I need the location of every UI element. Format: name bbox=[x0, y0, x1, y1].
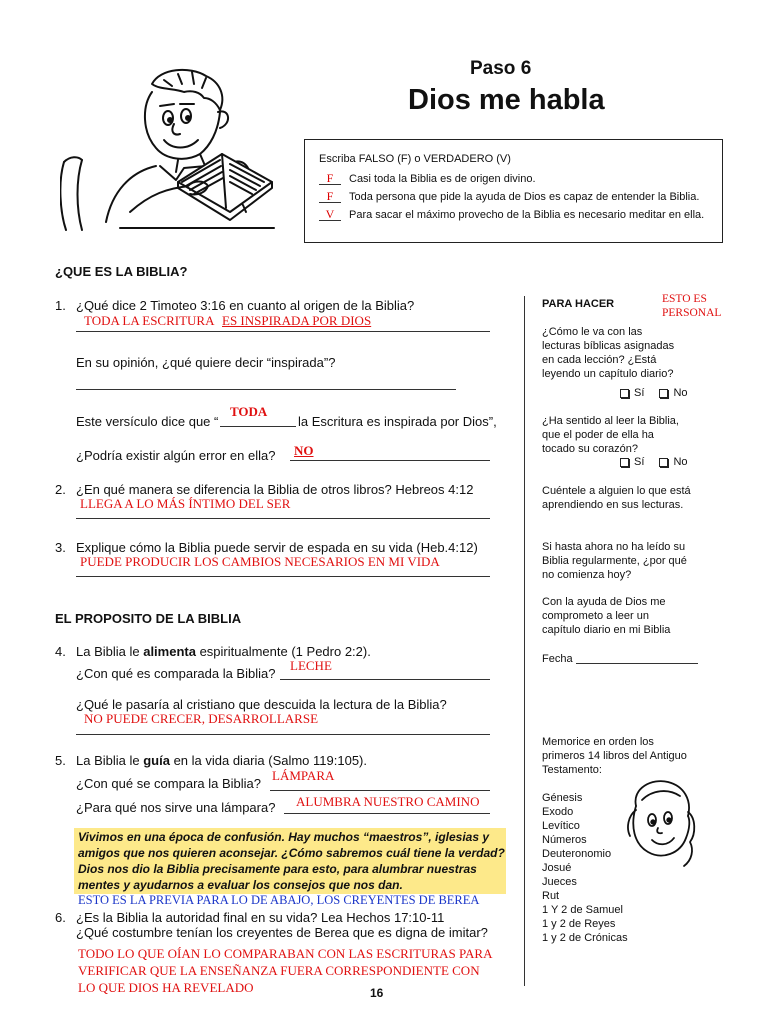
book-item: 1 y 2 de Crónicas bbox=[542, 932, 628, 944]
book-item: Números bbox=[542, 834, 587, 846]
girl-face-illustration-icon bbox=[622, 776, 698, 872]
handwritten-note: ESTO ES LA PREVIA PARA LO DE ABAJO, LOS CREYENTES DE BEREA bbox=[78, 893, 480, 907]
q1-verse-b: la Escritura es inspirada por Dios”, bbox=[298, 414, 497, 429]
answer-line[interactable] bbox=[76, 734, 490, 735]
tf-statement: Toda persona que pide la ayuda de Dios es capaz de entender la Biblia. bbox=[349, 191, 700, 203]
q1-text: ¿Qué dice 2 Timoteo 3:16 en cuanto al origen de la Biblia? bbox=[76, 298, 415, 313]
q1-verse-answer: TODA bbox=[230, 404, 268, 419]
q5-line-bold: guía bbox=[143, 753, 170, 768]
tf-answer[interactable]: F bbox=[319, 172, 341, 185]
q6-answer-line: TODO LO QUE OÍAN LO COMPARABAN CON LAS ESCRITURAS PARA bbox=[78, 946, 493, 961]
book-item: Génesis bbox=[542, 792, 583, 804]
q4-line-b: espiritualmente (1 Pedro 2:2). bbox=[195, 644, 371, 659]
page-number: 16 bbox=[370, 986, 384, 1000]
q5-line-a: La Biblia le bbox=[76, 753, 144, 768]
q6-line1: ¿Es la Biblia la autoridad final en su vida? Lea Hechos 17:10-11 bbox=[76, 910, 445, 925]
q4-line bbox=[76, 644, 371, 659]
book-item: Josué bbox=[542, 862, 572, 874]
checkbox-icon[interactable] bbox=[620, 458, 629, 467]
yes-checkbox[interactable]: Sí bbox=[620, 456, 644, 468]
sidebar-note-1: ESTO ES bbox=[662, 293, 707, 305]
answer-line[interactable] bbox=[76, 576, 490, 577]
true-false-box bbox=[304, 139, 723, 243]
q1-answer-a: TODA LA ESCRITURA bbox=[84, 313, 215, 328]
answer-line[interactable] bbox=[220, 426, 296, 427]
books-list bbox=[542, 791, 628, 945]
q1-verse-a: Este versículo dice que “ bbox=[76, 414, 219, 429]
yes-checkbox[interactable]: Sí bbox=[620, 387, 644, 399]
man-reading-illustration-icon bbox=[60, 62, 275, 232]
tf-answer[interactable]: F bbox=[319, 190, 341, 203]
sidebar-p1: ¿Cómo le va con las lecturas bíblicas asignadas en cada lección? ¿Está leyendo un capítulo diario? bbox=[542, 326, 675, 380]
answer-line[interactable] bbox=[280, 679, 490, 680]
sidebar-memorize: Memorice en orden los primeros 14 libros del Antiguo Testamento: bbox=[542, 736, 687, 776]
question-number: 1. bbox=[55, 298, 66, 313]
step-label: Paso 6 bbox=[470, 58, 532, 79]
tf-statement: Para sacar el máximo provecho de la Biblia es necesario meditar en ella. bbox=[349, 209, 705, 221]
q1-error-answer: NO bbox=[294, 443, 314, 458]
section-title-que-es: ¿QUE ES LA BIBLIA? bbox=[55, 264, 188, 279]
checkbox-icon[interactable] bbox=[659, 389, 668, 398]
q6-answer-line: VERIFICAR QUE LA ENSEÑANZA FUERA CORRESPONDIENTE CON bbox=[78, 963, 480, 978]
tf-item bbox=[319, 172, 536, 185]
q1-opinion: En su opinión, ¿qué quiere decir “inspirada”? bbox=[76, 355, 336, 370]
answer-line[interactable] bbox=[76, 331, 490, 332]
book-item: 1 Y 2 de Samuel bbox=[542, 904, 623, 916]
q4-compare-question: ¿Con qué es comparada la Biblia? bbox=[76, 666, 276, 681]
no-checkbox[interactable]: No bbox=[659, 387, 687, 399]
q4-line-a: La Biblia le bbox=[76, 644, 144, 659]
q4-neglect-question: ¿Qué le pasaría al cristiano que descuida la lectura de la Biblia? bbox=[76, 697, 447, 712]
q4-neglect-answer: NO PUEDE CRECER, DESARROLLARSE bbox=[84, 711, 319, 726]
sidebar-p5: Con la ayuda de Dios me comprometo a leer un capítulo diario en mi Biblia bbox=[542, 596, 671, 636]
book-item: 1 y 2 de Reyes bbox=[542, 918, 616, 930]
section-title-proposito: EL PROPOSITO DE LA BIBLIA bbox=[55, 611, 242, 626]
answer-line[interactable] bbox=[76, 518, 490, 519]
book-item: Exodo bbox=[542, 806, 574, 818]
q5-compare-answer: LÁMPARA bbox=[272, 768, 335, 783]
sidebar-p3: Cuéntele a alguien lo que está aprendiendo en sus lecturas. bbox=[542, 485, 691, 511]
sidebar-divider bbox=[524, 296, 525, 986]
q6-answer-line: LO QUE DIOS HA REVELADO bbox=[78, 980, 254, 995]
q2-answer: LLEGA A LO MÁS ÍNTIMO DEL SER bbox=[80, 496, 291, 511]
fecha-line[interactable] bbox=[576, 663, 698, 664]
tf-item bbox=[319, 190, 699, 203]
question-number: 2. bbox=[55, 482, 66, 497]
book-item: Jueces bbox=[542, 876, 577, 888]
q4-compare-answer: LECHE bbox=[290, 658, 332, 673]
checkbox-group bbox=[620, 387, 688, 399]
q4-line-bold: alimenta bbox=[143, 644, 196, 659]
q1-error-question: ¿Podría existir algún error en ella? bbox=[76, 448, 276, 463]
q5-lamp-answer: ALUMBRA NUESTRO CAMINO bbox=[296, 794, 480, 809]
highlight-paragraph: Vivimos en una época de confusión. Hay muchos “maestros”, iglesias y amigos que nos quieren aconsejar. ¿Cómo sabremos cuál tiene la verdad? Dios nos dio la Biblia precisamente para esto, para alumbrar nuestras mentes y ayudarnos a evaluar los consejos que nos dan. bbox=[78, 830, 505, 892]
answer-line[interactable] bbox=[290, 460, 490, 461]
book-item: Deuteronomio bbox=[542, 848, 612, 860]
answer-line[interactable] bbox=[270, 790, 490, 791]
page-title: Dios me habla bbox=[408, 84, 605, 116]
sidebar-p2: ¿Ha sentido al leer la Biblia, que el poder de ella ha tocado su corazón? bbox=[542, 415, 679, 455]
tf-answer[interactable]: V bbox=[319, 208, 341, 221]
q6-line2: ¿Qué costumbre tenían los creyentes de Berea que es digna de imitar? bbox=[76, 925, 488, 940]
q5-lamp-question: ¿Para qué nos sirve una lámpara? bbox=[76, 800, 276, 815]
q2-text: ¿En qué manera se diferencia la Biblia de otros libros? Hebreos 4:12 bbox=[76, 482, 474, 497]
fecha-label: Fecha bbox=[542, 653, 573, 665]
q1-answer-b: ES INSPIRADA POR DIOS bbox=[222, 313, 372, 328]
q5-line bbox=[76, 753, 367, 768]
q3-text: Explique cómo la Biblia puede servir de espada en su vida (Heb.4:12) bbox=[76, 540, 478, 555]
book-item: Levítico bbox=[542, 820, 580, 832]
q3-answer: PUEDE PRODUCIR LOS CAMBIOS NECESARIOS EN MI VIDA bbox=[80, 554, 440, 569]
book-item: Rut bbox=[542, 890, 560, 902]
checkbox-icon[interactable] bbox=[659, 458, 668, 467]
checkbox-icon[interactable] bbox=[620, 389, 629, 398]
sidebar-note-2: PERSONAL bbox=[662, 307, 722, 319]
answer-line[interactable] bbox=[284, 813, 490, 814]
question-number: 4. bbox=[55, 644, 66, 659]
tf-item bbox=[319, 208, 704, 221]
tf-statement: Casi toda la Biblia es de origen divino. bbox=[349, 173, 536, 185]
tf-instruction: Escriba FALSO (F) o VERDADERO (V) bbox=[319, 153, 511, 165]
checkbox-group bbox=[620, 456, 688, 468]
sidebar-p4: Si hasta ahora no ha leído su Biblia regularmente, ¿por qué no comienza hoy? bbox=[542, 541, 687, 581]
sidebar-title: PARA HACER bbox=[542, 298, 615, 310]
q5-compare-question: ¿Con qué se compara la Biblia? bbox=[76, 776, 261, 791]
no-checkbox[interactable]: No bbox=[659, 456, 687, 468]
question-number: 5. bbox=[55, 753, 66, 768]
question-number: 6. bbox=[55, 910, 66, 925]
q5-line-b: en la vida diaria (Salmo 119:105). bbox=[169, 753, 367, 768]
question-number: 3. bbox=[55, 540, 66, 555]
answer-line[interactable] bbox=[76, 389, 456, 390]
